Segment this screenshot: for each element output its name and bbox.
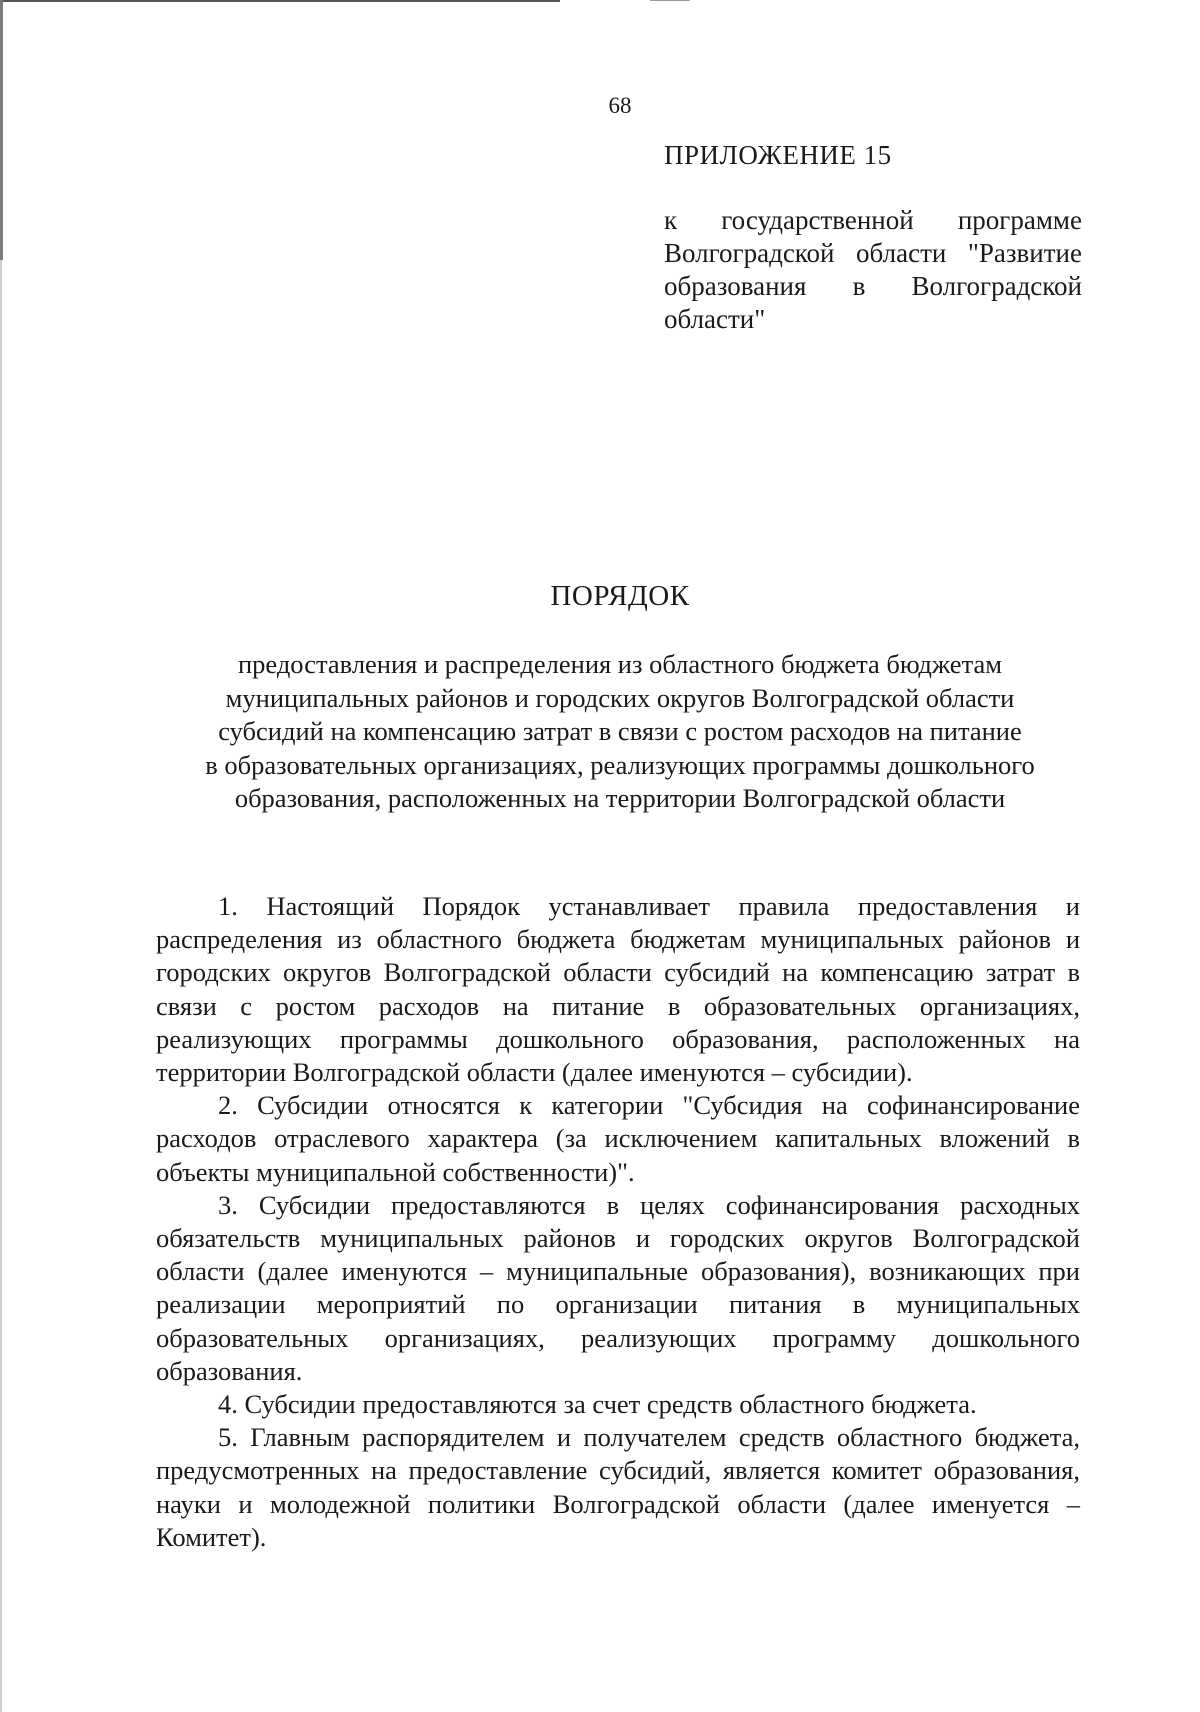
scan-edge-left-shadow [0, 0, 3, 260]
scan-edge-mark [650, 0, 690, 1]
subtitle-line: предоставления и распределения из областного бюджета бюджетам [237, 649, 1003, 679]
paragraph-1: 1. Настоящий Порядок устанавливает правила предоставления и распределения из областного бюджета бюджетам муниципальных районов и городских округов Волгоградской области субсидий на компенсацию затрат в связи с ростом расходов на питание в образовательных организациях, реализующих программы дошкольного образования, расположенных на территории Волгоградской области (далее именуются – субсидии). [156, 891, 1080, 1088]
paragraph-4: 4. Субсидии предоставляются за счет средств областного бюджета. [218, 1389, 977, 1420]
page-number: 68 [608, 93, 632, 118]
subtitle-line: в образовательных организациях, реализующих программы дошкольного [205, 749, 1035, 780]
appendix-title: ПРИЛОЖЕНИЕ 15 [664, 140, 892, 170]
document-body [156, 890, 1080, 1554]
subtitle-line: субсидий на компенсацию затрат в связи с ростом расходов на питание [218, 716, 1022, 746]
appendix-subtitle: к государственной программе Волгоградской области "Развитие образования в Волгоградской области" [664, 205, 1082, 334]
document-subtitle [150, 648, 1090, 816]
scan-edge-top [0, 0, 560, 2]
document-title: ПОРЯДОК [550, 580, 690, 612]
subtitle-line: образования, расположенных на территории Волгоградской области [234, 783, 1006, 813]
paragraph-5: 5. Главным распорядителем и получателем средств областного бюджета, предусмотренных на предоставление субсидий, является комитет образования, науки и молодежной политики Волгоградской области (далее именуется – Комитет). [156, 1422, 1080, 1552]
paragraph-3: 3. Субсидии предоставляются в целях софинансирования расходных обязательств муниципальных районов и городских округов Волгоградской области (далее именуются – муниципальные образования), возникающих при реализации мероприятий по организации питания в муниципальных образовательных организациях, реализующих программу дошкольного образования. [156, 1189, 1080, 1386]
subtitle-line: муниципальных районов и городских округов Волгоградской области [225, 682, 1015, 713]
paragraph-2: 2. Субсидии относятся к категории "Субсидия на софинансирование расходов отраслевого характера (за исключением капитальных вложений в объекты муниципальной собственности)". [156, 1090, 1080, 1187]
